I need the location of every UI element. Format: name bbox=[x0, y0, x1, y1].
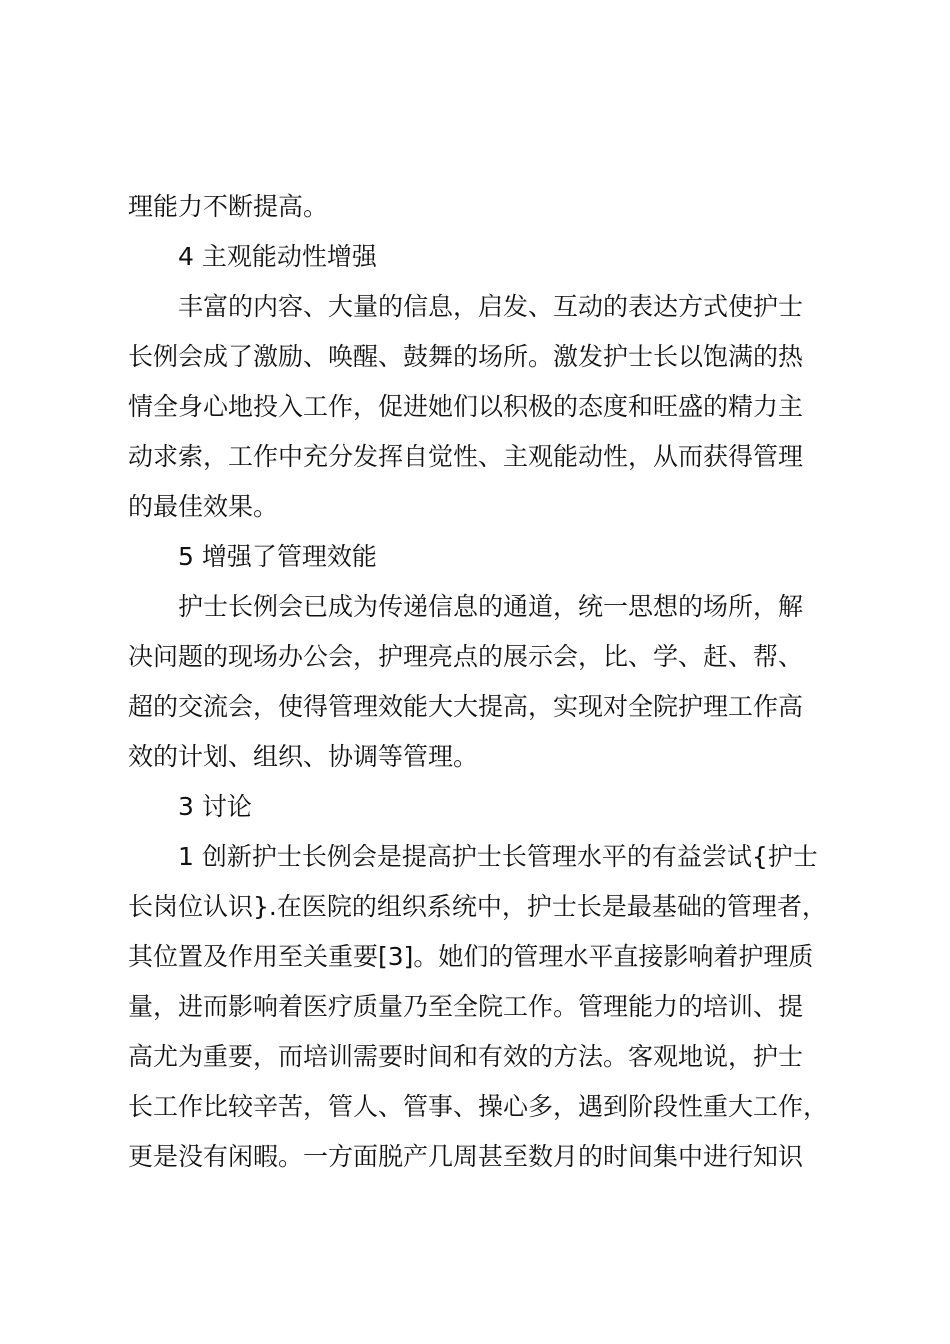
section-heading: 5 增强了管理效能 bbox=[178, 542, 377, 571]
text-line: 动求索，工作中充分发挥自觉性、主观能动性，从而获得管理 bbox=[128, 442, 804, 471]
text-line: 更是没有闲暇。一方面脱产几周甚至数月的时间集中进行知识 bbox=[128, 1142, 804, 1171]
text-line: 其位置及作用至关重要[3]。她们的管理水平直接影响着护理质 bbox=[128, 942, 814, 971]
document-body bbox=[128, 182, 858, 1182]
text-line: 1 创新护士长例会是提高护士长管理水平的有益尝试{护士 bbox=[178, 842, 818, 871]
section-heading: 4 主观能动性增强 bbox=[178, 242, 377, 271]
text-line: 情全身心地投入工作，促进她们以积极的态度和旺盛的精力主 bbox=[128, 392, 804, 421]
section-heading: 3 讨论 bbox=[178, 792, 252, 821]
text-line: 量，进而影响着医疗质量乃至全院工作。管理能力的培训、提 bbox=[128, 992, 804, 1021]
text-line: 的最佳效果。 bbox=[128, 492, 279, 521]
text-line: 长例会成了激励、唤醒、鼓舞的场所。激发护士长以饱满的热 bbox=[128, 342, 804, 371]
text-line: 丰富的内容、大量的信息，启发、互动的表达方式使护士 bbox=[178, 292, 804, 321]
text-line: 理能力不断提高。 bbox=[128, 192, 329, 221]
text-line: 效的计划、组织、协调等管理。 bbox=[128, 742, 479, 771]
text-line: 护士长例会已成为传递信息的通道，统一思想的场所，解 bbox=[178, 592, 804, 621]
text-line: 长岗位认识}.在医院的组织系统中，护士长是最基础的管理者， bbox=[128, 892, 827, 921]
text-line: 高尤为重要，而培训需要时间和有效的方法。客观地说，护士 bbox=[128, 1042, 804, 1071]
text-line: 长工作比较辛苦，管人、管事、操心多，遇到阶段性重大工作， bbox=[128, 1092, 829, 1121]
text-line: 超的交流会，使得管理效能大大提高，实现对全院护理工作高 bbox=[128, 692, 804, 721]
text-line: 决问题的现场办公会，护理亮点的展示会，比、学、赶、帮、 bbox=[128, 642, 804, 671]
